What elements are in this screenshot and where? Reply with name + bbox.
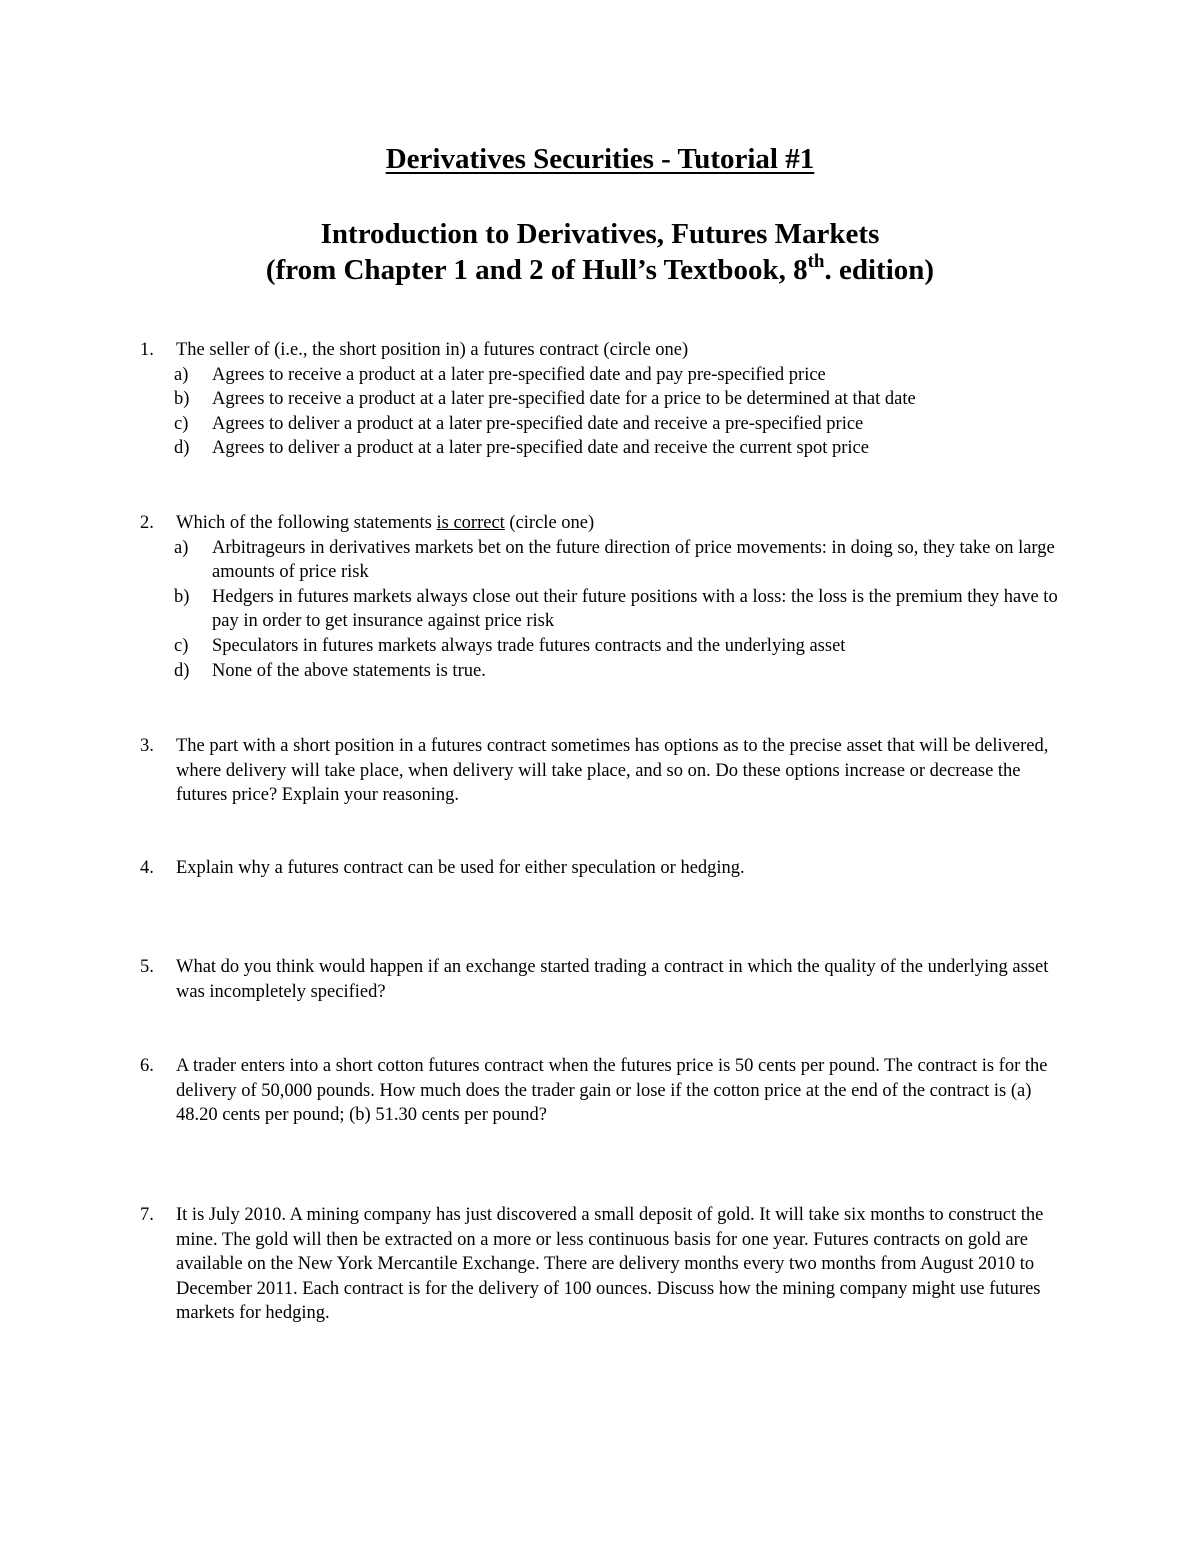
- option-letter: b): [174, 586, 190, 607]
- question-text: Explain why a futures contract can be used for either speculation or hedging.: [176, 858, 745, 878]
- answer-option-c[interactable]: [140, 634, 1060, 659]
- question-7: [140, 1203, 1060, 1326]
- option-letter: a): [174, 537, 189, 558]
- question-stem: [140, 1054, 1060, 1128]
- option-text: Agrees to deliver a product at a later pre-specified date and receive the current spot price: [212, 438, 869, 459]
- option-text: Arbitrageurs in derivatives markets bet on the future direction of price movements: in doing so, they take on large amounts of price risk: [212, 537, 1055, 583]
- question-stem: [140, 338, 1060, 363]
- question-text: It is July 2010. A mining company has just discovered a small deposit of gold. It will take six months to construct the mine. The gold will then be extracted on a more or less continuous basis for one year. Futures contracts on gold are available on the New York Mercantile Exchange. There are delivery months every two months from August 2010 to December 2011. Each contract is for the delivery of 100 ounces. Discuss how the mining company might use futures markets for hedging.: [176, 1205, 1044, 1324]
- option-letter: c): [174, 635, 189, 656]
- question-stem: [140, 856, 1060, 881]
- question-stem: [140, 955, 1060, 1004]
- answer-options: [140, 536, 1060, 684]
- subtitle-superscript: th: [807, 251, 825, 272]
- question-stem: [140, 1203, 1060, 1326]
- question-text: A trader enters into a short cotton futures contract when the futures price is 50 cents per pound. The contract is for the delivery of 50,000 pounds. How much does the trader gain or lose if the cotton price at the end of the contract is (a) 48.20 cents per pound; (b) 51.30 cents per pound?: [176, 1056, 1048, 1126]
- question-stem: [140, 734, 1060, 808]
- question-number: 2.: [140, 513, 154, 533]
- option-text: None of the above statements is true.: [212, 660, 486, 681]
- question-number: 3.: [140, 736, 154, 756]
- option-letter: a): [174, 364, 189, 385]
- option-letter: b): [174, 389, 190, 410]
- question-text: The part with a short position in a futures contract sometimes has options as to the precise asset that will be delivered, where delivery will take place, when delivery will take place, and so on. Do these options increase or decrease the futures price? Explain your reasoning.: [176, 736, 1049, 806]
- question-6: [140, 1054, 1060, 1128]
- option-text: Hedgers in futures markets always close out their future positions with a loss: the loss is the premium they have to pay in order to get insurance against price risk: [212, 586, 1058, 632]
- answer-option-c[interactable]: [140, 412, 1060, 437]
- question-number: 1.: [140, 340, 154, 360]
- option-text: Agrees to receive a product at a later pre-specified date for a price to be determined at that date: [212, 389, 916, 410]
- answer-option-b[interactable]: [140, 387, 1060, 412]
- answer-option-b[interactable]: [140, 585, 1060, 634]
- question-text-before: Which of the following statements: [176, 513, 437, 533]
- question-2: [140, 511, 1060, 683]
- subtitle-prefix: (from Chapter 1 and 2 of Hull’s Textbook, 8: [265, 254, 808, 286]
- subtitle-line-2: [0, 253, 1200, 287]
- option-text: Agrees to deliver a product at a later pre-specified date and receive a pre-specified price: [212, 413, 864, 434]
- question-text-underlined: is correct: [436, 513, 505, 533]
- answer-option-a[interactable]: [140, 536, 1060, 585]
- option-letter: c): [174, 413, 189, 434]
- page-title: Derivatives Securities - Tutorial #1: [385, 143, 815, 175]
- answer-option-d[interactable]: [140, 436, 1060, 461]
- answer-options: [140, 363, 1060, 461]
- question-text: What do you think would happen if an exchange started trading a contract in which the quality of the underlying asset was incompletely specified?: [176, 957, 1049, 1002]
- question-number: 5.: [140, 957, 154, 977]
- question-number: 7.: [140, 1205, 154, 1225]
- option-letter: d): [174, 438, 190, 459]
- question-number: 6.: [140, 1056, 154, 1076]
- question-number: 4.: [140, 858, 154, 878]
- answer-option-d[interactable]: [140, 659, 1060, 684]
- question-text: The seller of (i.e., the short position in) a futures contract (circle one): [176, 340, 689, 360]
- option-text: Speculators in futures markets always trade futures contracts and the underlying asset: [212, 635, 846, 656]
- question-3: [140, 734, 1060, 808]
- question-text-after: (circle one): [504, 513, 595, 533]
- subtitle-line-1: Introduction to Derivatives, Futures Markets: [320, 218, 880, 250]
- subtitle-suffix: . edition): [824, 254, 935, 286]
- question-5: [140, 955, 1060, 1004]
- question-stem: [140, 511, 1060, 536]
- question-1: [140, 338, 1060, 461]
- question-4: [140, 856, 1060, 881]
- option-letter: d): [174, 660, 190, 681]
- option-text: Agrees to receive a product at a later pre-specified date and pay pre-specified price: [212, 364, 826, 385]
- answer-option-a[interactable]: [140, 363, 1060, 388]
